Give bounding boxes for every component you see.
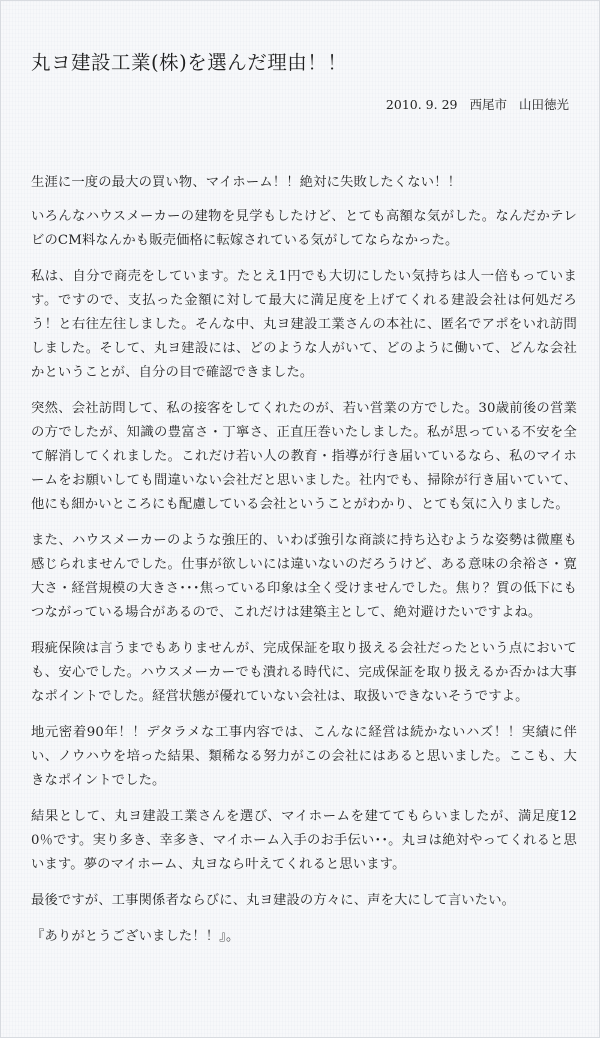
paragraph-6: 瑕疵保険は言うまでもありませんが、完成保証を取り扱える会社だったという点においても、安心でした。ハウスメーカーでも潰れる時代に、完成保証を取り扱えるか否かは大事なポイントでした。経営状態が優れていない会社は、取扱いできないそうですよ。 [31, 641, 577, 704]
byline-city: 西尾市 [469, 97, 507, 112]
paragraph-7: 地元密着90年！！デタラメな工事内容では、こんなに経営は続かないハズ！！実績に伴い、ノウハウを培った結果、類稀なる努力がこの会社にはあると思いました。ここも、大きなポイントでした。 [31, 725, 577, 788]
byline-author: 山田徳光 [518, 97, 569, 112]
paragraph-1: 生涯に一度の最大の買い物、マイホーム！！絶対に失敗したくない！！ [31, 175, 462, 190]
paragraph-8: 結果として、丸ヨ建設工業さんを選び、マイホームを建ててもらいましたが、満足度120％です。実り多き、幸多き、マイホーム入手のお手伝い･･。丸ヨは絶対やってくれると思います。夢のマイホーム、丸ヨなら叶えてくれると思います。 [31, 809, 577, 872]
byline-date: 2010. 9. 29 [385, 97, 458, 112]
paragraph-5: また、ハウスメーカーのような強圧的、いわば強引な商談に持ち込むような姿勢は微塵も感じられませんでした。仕事が欲しいには違いないのだろうけど、ある意味の余裕さ・寛大さ・経営規模の大きさ･･･焦っている印象は全く受けませんでした。焦り？質の低下にもつながっている場合があるので、これだけは建築主として、絶対避けたいですよね。 [31, 533, 577, 620]
paragraph-2: いろんなハウスメーカーの建物を見学もしたけど、とても高額な気がした。なんだかテレビのCM料なんかも販売価格に転嫁されている気がしてならなかった。 [31, 209, 577, 248]
paragraph-4: 突然、会社訪問して、私の接客をしてくれたのが、若い営業の方でした。30歳前後の営業の方でしたが、知識の豊富さ・丁寧さ、正直圧巻いたしました。私が思っている不安を全て解消してくれました。これだけ若い人の教育・指導が行き届いているなら、私のマイホームをお願いしても間違いない会社だと思いました。社内でも、掃除が行き届いていて、他にも細かいところにも配慮している会社ということがわかり、とても気に入りました。 [31, 401, 577, 512]
paragraph-9: 最後ですが、工事関係者ならびに、丸ヨ建設の方々に、声を大にして言いたい。 [31, 893, 516, 908]
article-body [31, 171, 577, 961]
byline [386, 95, 569, 113]
paragraph-3: 私は、自分で商売をしています。たとえ1円でも大切にしたい気持ちは人一倍もっています。ですので、支払った金額に対して最大に満足度を上げてくれる建設会社は何処だろう！と右往左往しました。そんな中、丸ヨ建設工業さんの本社に、匿名でアポをいれ訪問しました。そして、丸ヨ建設には、どのような人がいて、どのように働いて、どんな会社かということが、自分の目で確認できました。 [31, 269, 577, 380]
page-title: 丸ヨ建設工業(株)を選んだ理由！！ [31, 51, 348, 74]
paragraph-10: 『ありがとうございました！！』。 [31, 929, 240, 944]
